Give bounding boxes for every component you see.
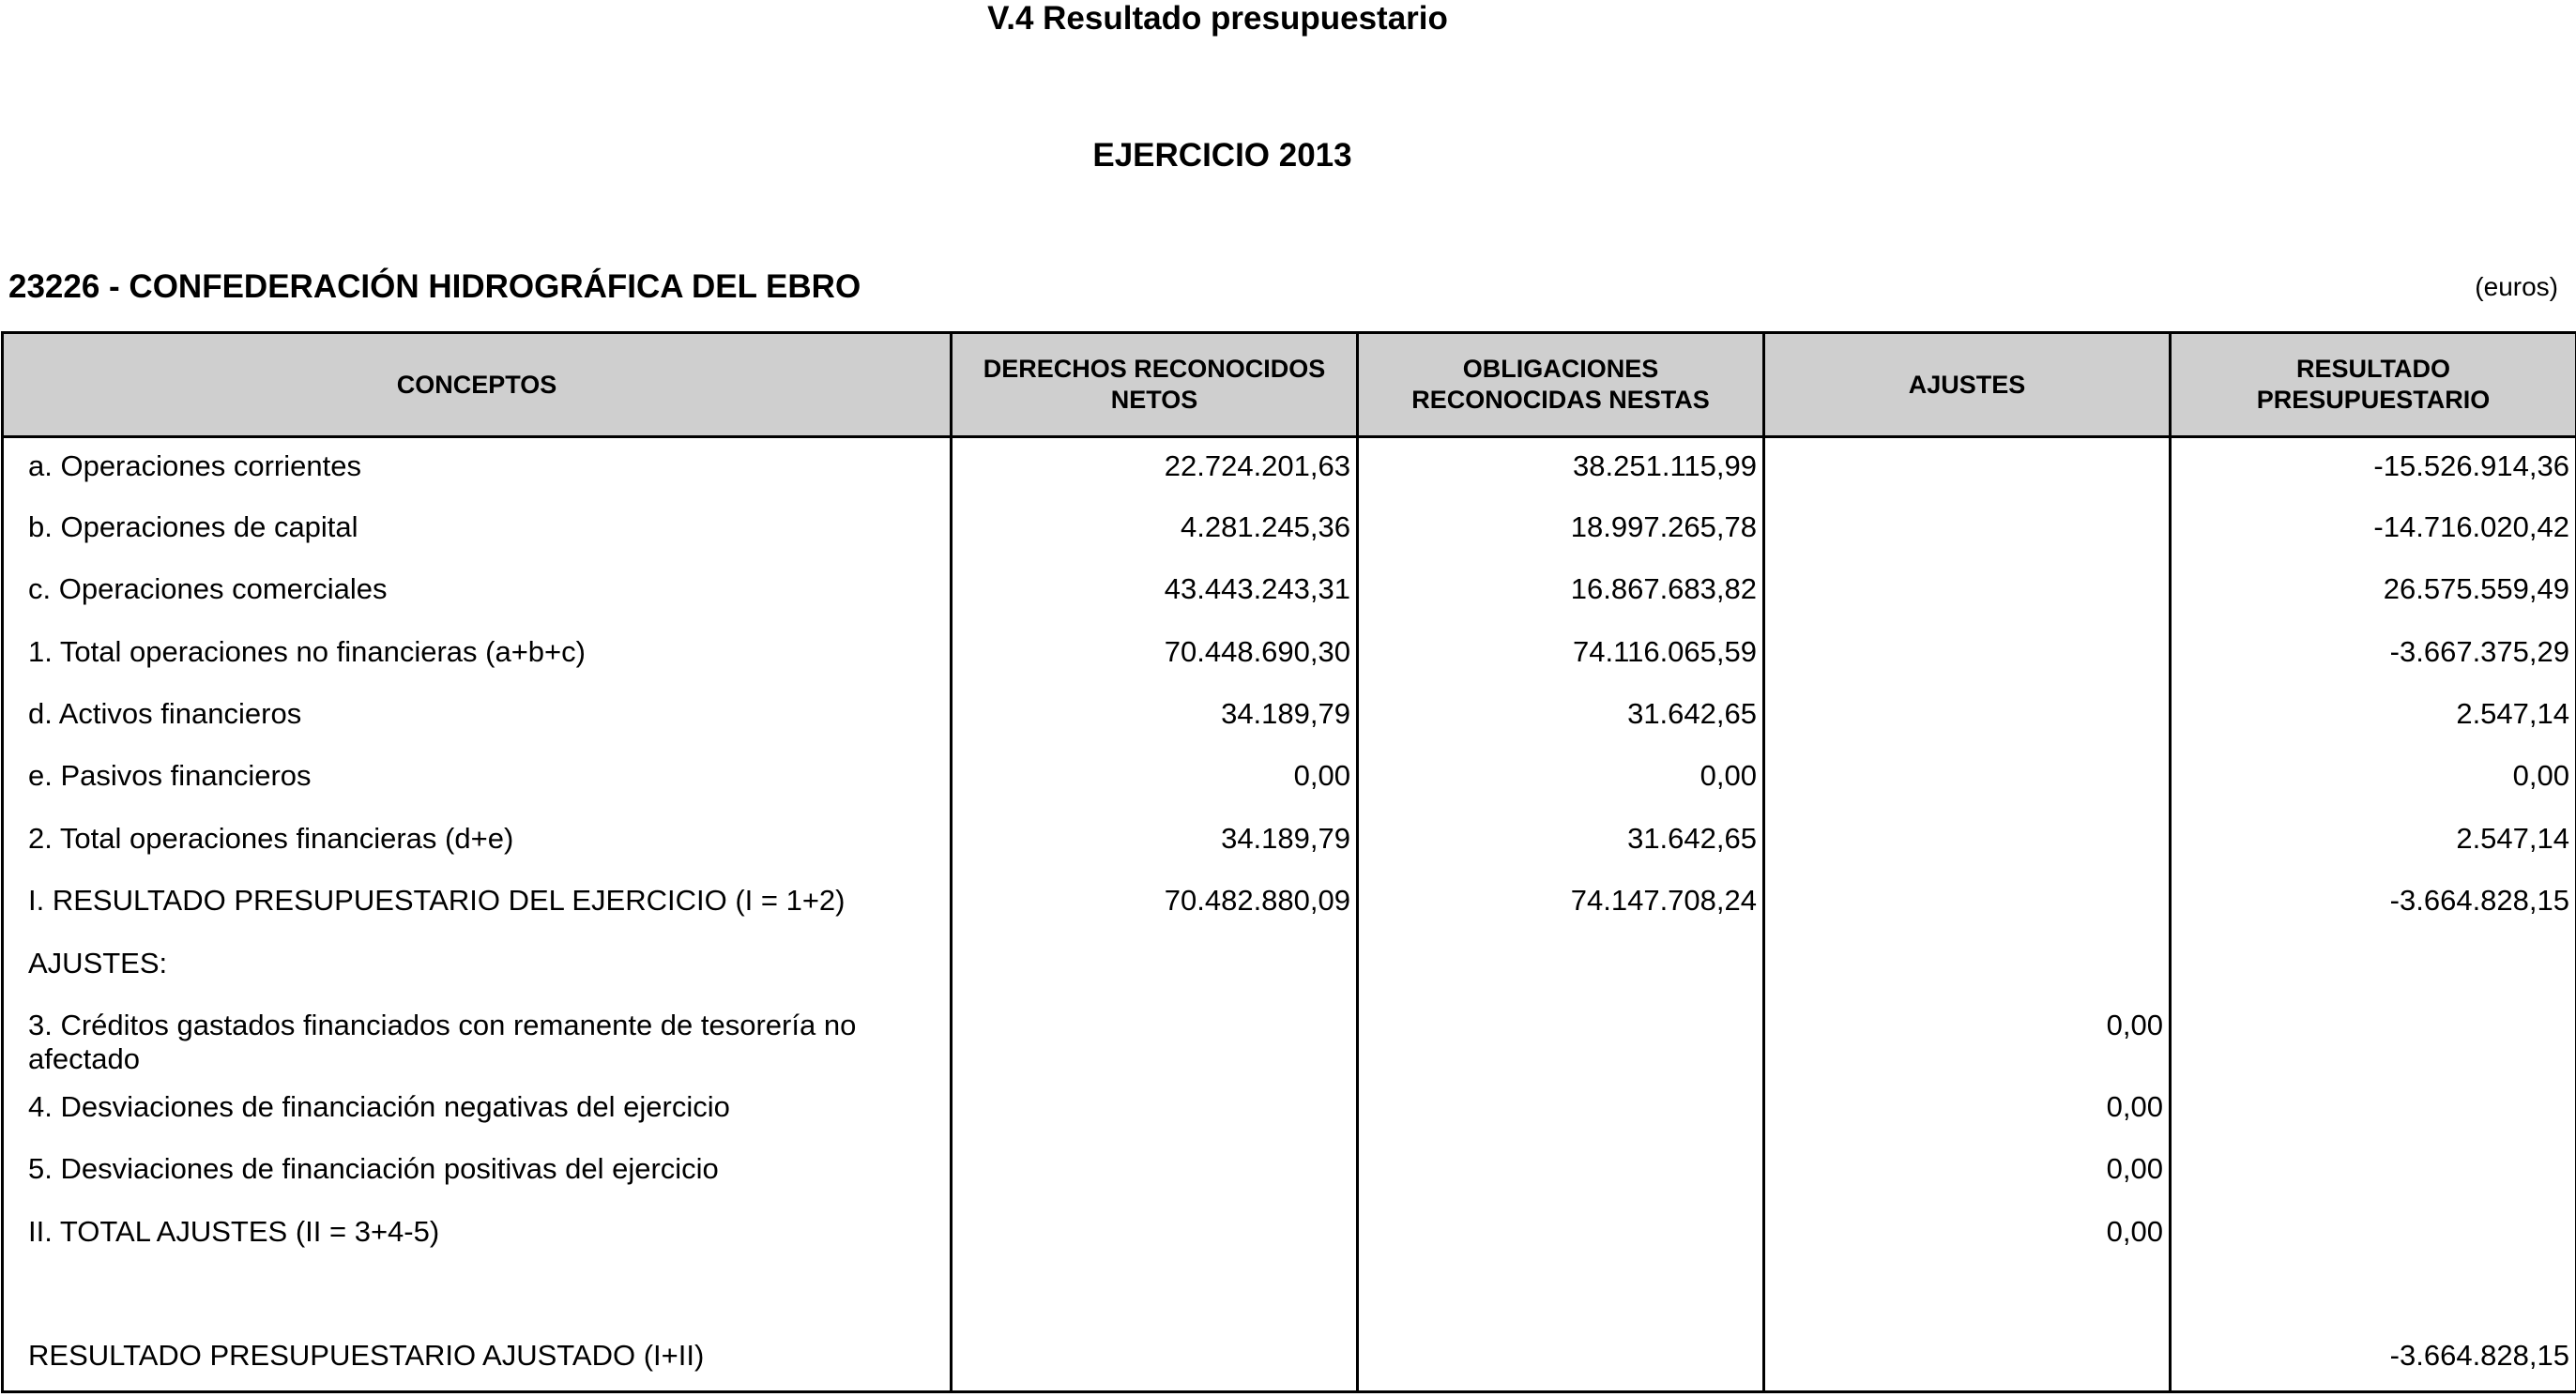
row-ajustes [1764, 811, 2171, 873]
header-resultado: RESULTADO PRESUPUESTARIO [2171, 333, 2576, 437]
row-derechos: 43.443.243,31 [952, 561, 1358, 623]
row-ajustes: 0,00 [1764, 1141, 2171, 1203]
row-resultado: 2.547,14 [2171, 686, 2576, 748]
row-ajustes [1764, 561, 2171, 623]
table-row [3, 935, 2576, 997]
table-row [3, 811, 2576, 873]
row-resultado: -3.664.828,15 [2171, 873, 2576, 934]
row-derechos [952, 1204, 1358, 1266]
row-concept: 5. Desviaciones de financiación positivas del ejercicio [3, 1141, 952, 1203]
row-derechos [952, 1266, 1358, 1328]
row-ajustes: 0,00 [1764, 1204, 2171, 1266]
row-derechos [952, 997, 1358, 1079]
row-obligaciones [1358, 1204, 1764, 1266]
row-derechos [952, 935, 1358, 997]
row-derechos: 0,00 [952, 748, 1358, 810]
row-concept: 4. Desviaciones de financiación negativas del ejercicio [3, 1079, 952, 1141]
row-derechos: 70.482.880,09 [952, 873, 1358, 934]
row-resultado: -3.664.828,15 [2171, 1328, 2576, 1391]
row-ajustes [1764, 624, 2171, 686]
header-derechos: DERECHOS RECONOCIDOS NETOS [952, 333, 1358, 437]
row-obligaciones: 74.116.065,59 [1358, 624, 1764, 686]
row-concept: d. Activos financieros [3, 686, 952, 748]
row-resultado: -14.716.020,42 [2171, 499, 2576, 561]
row-resultado: -3.667.375,29 [2171, 624, 2576, 686]
row-derechos: 4.281.245,36 [952, 499, 1358, 561]
table-row [3, 624, 2576, 686]
table-row-total [3, 1328, 2576, 1391]
row-derechos [952, 1079, 1358, 1141]
table-row [3, 437, 2576, 499]
header-ajustes: AJUSTES [1764, 333, 2171, 437]
row-ajustes [1764, 873, 2171, 934]
row-obligaciones [1358, 1141, 1764, 1203]
table-header-row [3, 333, 2576, 437]
row-resultado: 2.547,14 [2171, 811, 2576, 873]
row-resultado [2171, 1079, 2576, 1141]
row-concept [3, 1266, 952, 1328]
row-obligaciones: 31.642,65 [1358, 686, 1764, 748]
table-row [3, 997, 2576, 1079]
row-concept: I. RESULTADO PRESUPUESTARIO DEL EJERCICIO (I = 1+2) [3, 873, 952, 934]
row-concept: e. Pasivos financieros [3, 748, 952, 810]
row-ajustes: 0,00 [1764, 1079, 2171, 1141]
row-resultado [2171, 1204, 2576, 1266]
row-concept-text: 3. Créditos gastados financiados con remanente de tesorería no afectado [28, 1009, 857, 1076]
row-resultado [2171, 997, 2576, 1079]
table-row [3, 686, 2576, 748]
row-concept: b. Operaciones de capital [3, 499, 952, 561]
row-derechos: 34.189,79 [952, 686, 1358, 748]
row-obligaciones [1358, 935, 1764, 997]
row-ajustes [1764, 748, 2171, 810]
row-ajustes: 0,00 [1764, 997, 2171, 1079]
row-concept [3, 997, 952, 1079]
row-obligaciones: 16.867.683,82 [1358, 561, 1764, 623]
row-concept: 2. Total operaciones financieras (d+e) [3, 811, 952, 873]
row-derechos: 70.448.690,30 [952, 624, 1358, 686]
table-row [3, 748, 2576, 810]
entity-name: 23226 - CONFEDERACIÓN HIDROGRÁFICA DEL EBRO [8, 268, 861, 305]
row-obligaciones: 0,00 [1358, 748, 1764, 810]
row-obligaciones [1358, 1266, 1764, 1328]
row-obligaciones: 74.147.708,24 [1358, 873, 1764, 934]
row-obligaciones: 31.642,65 [1358, 811, 1764, 873]
row-obligaciones: 18.997.265,78 [1358, 499, 1764, 561]
row-obligaciones [1358, 997, 1764, 1079]
row-ajustes [1764, 437, 2171, 499]
row-concept: AJUSTES: [3, 935, 952, 997]
row-concept: 1. Total operaciones no financieras (a+b+c) [3, 624, 952, 686]
row-concept: a. Operaciones corrientes [3, 437, 952, 499]
table-row [3, 1141, 2576, 1203]
fiscal-year-heading: EJERCICIO 2013 [1092, 137, 1352, 174]
header-obligaciones: OBLIGACIONES RECONOCIDAS NESTAS [1358, 333, 1764, 437]
row-obligaciones: 38.251.115,99 [1358, 437, 1764, 499]
row-concept: II. TOTAL AJUSTES (II = 3+4-5) [3, 1204, 952, 1266]
row-ajustes [1764, 499, 2171, 561]
row-resultado [2171, 1266, 2576, 1328]
row-resultado: -15.526.914,36 [2171, 437, 2576, 499]
row-derechos: 34.189,79 [952, 811, 1358, 873]
row-ajustes [1764, 1328, 2171, 1391]
row-resultado [2171, 1141, 2576, 1203]
row-concept: c. Operaciones comerciales [3, 561, 952, 623]
header-conceptos: CONCEPTOS [3, 333, 952, 437]
row-ajustes [1764, 935, 2171, 997]
table-row [3, 873, 2576, 934]
budget-result-table [1, 331, 2576, 1393]
row-resultado: 0,00 [2171, 748, 2576, 810]
row-ajustes [1764, 1266, 2171, 1328]
row-derechos [952, 1328, 1358, 1391]
report-title: V.4 Resultado presupuestario [987, 0, 1448, 37]
table-row [3, 499, 2576, 561]
row-resultado: 26.575.559,49 [2171, 561, 2576, 623]
row-resultado [2171, 935, 2576, 997]
table-row [3, 1204, 2576, 1266]
row-ajustes [1764, 686, 2171, 748]
table-row [3, 1266, 2576, 1328]
table-row [3, 1079, 2576, 1141]
row-obligaciones [1358, 1079, 1764, 1141]
table-row [3, 561, 2576, 623]
row-derechos [952, 1141, 1358, 1203]
row-obligaciones [1358, 1328, 1764, 1391]
row-derechos: 22.724.201,63 [952, 437, 1358, 499]
units-label: (euros) [2475, 272, 2558, 301]
row-concept: RESULTADO PRESUPUESTARIO AJUSTADO (I+II) [3, 1328, 952, 1391]
